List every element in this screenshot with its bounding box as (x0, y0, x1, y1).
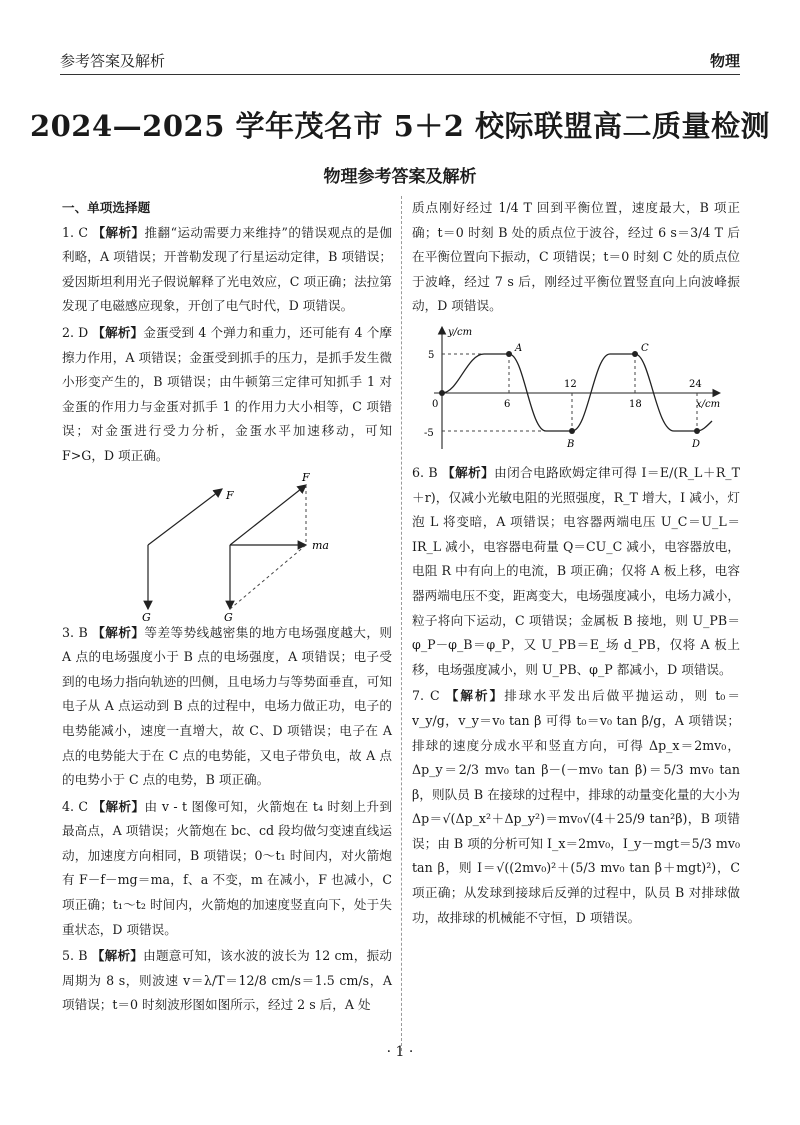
item-lead: 2. D (62, 324, 93, 340)
document-title: 2024—2025 学年茂名市 5＋2 校际联盟高二质量检测 (29, 109, 771, 143)
header-left-text: 参考答案及解析 (60, 52, 166, 70)
wave-x-tick-6: 6 (504, 398, 511, 410)
answer-item-7 (412, 684, 740, 930)
item-text: 由闭合电路欧姆定律可得 I＝E/(R_L＋R_T＋r)，仅减小光敏电阻的光照强度，R_T 增大，I 减小，灯泡 L 将变暗，A 项错误；电容器两端电压 U_C＝U_L＝IR_L 减小，电容器电荷量 Q＝CU_C 减小，电容器放电，电阻 R 中有向上的电流，B 项正确；仅将 A 板上移，电容器两端电压不变，距离变大，电场强度减小，电场力减小，粒子将向下运动，C 项错误；金属板 B 接地，则 U_PB＝φ_P－φ_B＝φ_P，又 U_PB＝E_场 d_PB，仅将 A 板上移，电场强度减小，则 U_PB、φ_P 都减小，D 项错误。 (412, 464, 740, 677)
wave-point-c (632, 351, 638, 357)
header-subject: 物理 (709, 52, 740, 70)
item-lead: 4. C (62, 798, 93, 814)
wave-label-b: B (567, 438, 575, 450)
item-tag: 【解析】 (92, 624, 145, 640)
force-label-f2: F (302, 470, 310, 484)
item-tag: 【解析】 (442, 464, 495, 480)
answer-item-5-continued (412, 196, 740, 319)
wave-point-d (694, 428, 700, 434)
wave-label-a: A (515, 342, 523, 354)
item-lead: 3. B (62, 624, 93, 640)
wave-label-c: C (641, 342, 649, 354)
item-text: 等差等势线越密集的地方电场强度越大，则 A 点的电场强度小于 B 点的电场强度，A 项错误；电子受到的电场力指向轨迹的凹侧，且电场力与等势面垂直，可知电子从 A 点运动到 B 点的过程中，电场力做正功，电子的电势能减小，速度一直增大，故 C、D 项错误；电子在 A 点的电势能大于在 C 点的电势能，又电子带负电，故 A 点的电势小于 C 点的电势，B 项正确。 (62, 624, 392, 788)
item-lead: 1. C (62, 224, 93, 240)
answer-item-1 (62, 221, 392, 319)
wave-x-tick-24: 24 (689, 378, 702, 390)
answer-item-3 (62, 621, 392, 793)
item-tag: 【解析】 (92, 798, 145, 814)
wave-point-a (506, 351, 512, 357)
force-f-vector (148, 489, 222, 545)
wave-x-tick-0: 0 (432, 398, 439, 410)
item-text: 推翻“运动需要力来维持”的错误观点的是伽利略，A 项错误；开普勒发现了行星运动定律，B 项错误；爱因斯坦利用光子假说解释了光电效应，C 项正确；法拉第发现了电磁感应现象，开创了电气时代，D 项错误。 (62, 224, 392, 314)
item-tag: 【解析】 (445, 688, 505, 704)
wave-y-tick-neg5: -5 (424, 427, 434, 439)
section-title: 一、单项选择题 (62, 200, 151, 215)
item-lead: 5. B (62, 948, 92, 964)
item-text: 金蛋受到 4 个弹力和重力，还可能有 4 个摩擦力作用，A 项错误；金蛋受到抓手的压力，是抓手发生微小形变产生的，B 项错误；由牛顿第三定律可知抓手 1 对金蛋的作用力与金蛋对抓手 1 的作用力大小相等，C 项错误；对金蛋进行受力分析，金蛋水平加速移动，可知 F>G，D 项正确。 (62, 324, 393, 463)
item-lead: 7. C (412, 688, 446, 704)
wave-x-label: x/cm (696, 398, 721, 410)
page-header (60, 48, 740, 75)
answer-item-2 (62, 321, 392, 469)
force-label-f: F (226, 488, 234, 502)
column-divider (401, 196, 402, 1051)
document-subtitle: 物理参考答案及解析 (323, 167, 477, 187)
wave-x-tick-18: 18 (629, 398, 642, 410)
wave-y-tick-5: 5 (428, 349, 435, 361)
item-text: 由 v - t 图像可知，火箭炮在 t₄ 时刻上升到最高点，A 项错误；火箭炮在 bc、cd 段均做匀变速直线运动，加速度方向相同，B 项错误；0～t₁ 时间内，对火箭炮有 F－f－mg＝ma，f、a 不变，m 在减小，F 也减小，C 项正确；t₁～t₂ 时间内，火箭炮的加速度竖直向下，处于失重状态，D 项错误。 (62, 798, 392, 937)
page-number: · 1 · (386, 1044, 414, 1060)
wave-origin-point (439, 390, 445, 396)
force-label-g2: G (224, 610, 233, 621)
item-tag: 【解析】 (91, 948, 144, 964)
wave-diagram (412, 321, 740, 461)
force-label-ma: ma (312, 538, 329, 552)
answer-item-6 (412, 461, 740, 682)
wave-point-b (569, 428, 575, 434)
right-column (412, 196, 740, 932)
answer-item-4 (62, 795, 392, 943)
item-tag: 【解析】 (92, 324, 144, 340)
item-text: 由题意可知，该水波的波长为 12 cm，振动周期为 8 s，则波速 v＝λ/T＝12/8 cm/s＝1.5 cm/s，A 项错误；t＝0 时刻波形图如图所示，经过 2 s 后，A 处 (62, 948, 392, 1013)
item-text: 排球水平发出后做平抛运动，则 t₀＝v_y/g，v_y＝v₀ tan β 可得 t₀＝v₀ tan β/g，A 项错误；排球的速度分成水平和竖直方向，可得 Δp_x＝2mv₀，Δp_y＝2/3 mv₀ tan β－(－mv₀ tan β)＝5/3 mv₀ tan β，则队员 B 在接球的过程中，排球的动量变化量的大小为 Δp＝√(Δp_x²＋Δp_y²)＝mv₀√(4＋25/9 tan²β)，B 项错误；由 B 项的分析可知 I_x＝2mv₀，I_y－mgt＝5/3 mv₀ tan β，则 I＝√((2mv₀)²＋(5/3 mv₀ tan β＋mgt)²)，C 项正确；从发球到接球后反弹的过程中，队员 B 对排球做功，故排球的机械能不守恒，D 项错误。 (412, 688, 740, 925)
left-column (62, 196, 392, 1020)
force-f2-vector (230, 485, 306, 545)
force-diagram (62, 471, 392, 621)
force-label-g: G (142, 610, 151, 621)
answer-item-5 (62, 944, 392, 1018)
wave-y-label: y/cm (448, 326, 473, 338)
item-lead: 6. B (412, 464, 443, 480)
item-tag: 【解析】 (92, 224, 145, 240)
item-text: 质点刚好经过 1/4 T 回到平衡位置，速度最大，B 项正确；t＝0 时刻 B 处的质点位于波谷，经过 6 s＝3/4 T 后在平衡位置向下振动，C 项错误；t＝0 时刻 C 处的质点位于波峰，经过 7 s 后，刚经过平衡位置竖直向上向波峰振动，D 项错误。 (412, 200, 740, 314)
wave-label-d: D (692, 438, 701, 450)
force-dashed-diagonal (230, 545, 306, 609)
wave-x-tick-12: 12 (564, 378, 577, 390)
